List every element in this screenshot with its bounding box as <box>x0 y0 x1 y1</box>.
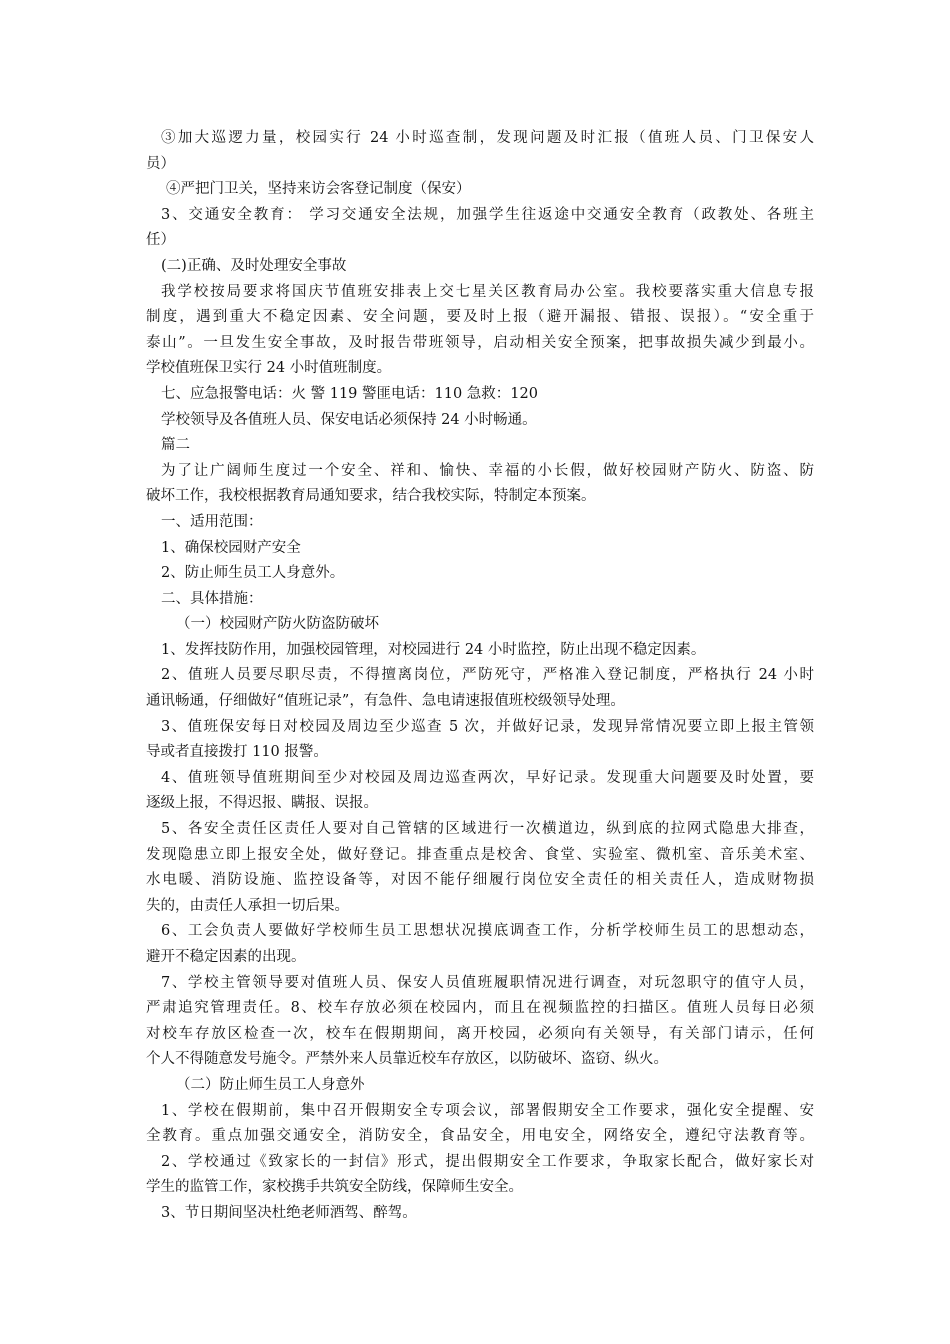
text-line: 2、值班人员要尽职尽责，不得擅离岗位，严防死守，严格准入登记制度，严格执行 24 小时 <box>161 667 814 684</box>
text-line: 个人不得随意发号施令。严禁外来人员靠近校车存放区，以防破坏、盗窃、纵火。 <box>146 1051 668 1068</box>
text-line: 二、具体措施： <box>161 590 263 607</box>
text-line: 七、应急报警电话：火 警 119 警匪电话：110 急救：120 <box>161 385 538 402</box>
text-line: 对校车存放区检查一次，校车在假期期间，离开校园，必须向有关领导，有关部门请示，任何 <box>146 1025 814 1042</box>
text-line: 我学校按局要求将国庆节值班安排表上交七星关区教育局办公室。我校要落实重大信息专报 <box>161 283 814 300</box>
text-line: 学生的监管工作，家校携手共筑安全防线，保障师生安全。 <box>146 1179 523 1196</box>
text-line: 篇二 <box>161 437 190 454</box>
text-line: 导或者直接拨打 110 报警。 <box>146 744 328 761</box>
text-line: （一）校园财产防火防盗防破坏 <box>176 616 379 633</box>
text-line: 1、学校在假期前，集中召开假期安全专项会议，部署假期安全工作要求，强化安全提醒、安 <box>161 1102 814 1119</box>
text-line: 1、发挥技防作用，加强校园管理，对校园进行 24 小时监控，防止出现不稳定因素。 <box>161 641 706 658</box>
text-line: 避开不稳定因素的出现。 <box>146 949 306 965</box>
text-line: 泰山”。一旦发生安全事故，及时报告带班领导，启动相关安全预案，把事故损失减少到最小。 <box>146 334 814 351</box>
text-line: 1、确保校园财产安全 <box>161 539 301 556</box>
text-line: 逐级上报，不得迟报、瞒报、误报。 <box>146 795 378 812</box>
text-line: （二）防止师生员工人身意外 <box>176 1076 365 1093</box>
text-line: 失的，由责任人承担一切后果。 <box>146 897 349 914</box>
text-line: 制度，遇到重大不稳定因素、安全问题，要及时上报（避开漏报、错报、误报）。“安全重于 <box>146 309 814 326</box>
text-line: 4、值班领导值班期间至少对校园及周边巡查两次，早好记录。发现重大问题要及时处置，要 <box>161 769 814 786</box>
text-line: 学校领导及各值班人员、保安电话必须保持 24 小时畅通。 <box>161 411 537 428</box>
text-line: 2、学校通过《致家长的一封信》形式，提出假期安全工作要求，争取家长配合，做好家长对 <box>161 1153 814 1170</box>
text-line: 通讯畅通，仔细做好“值班记录”，有急件、急电请速报值班校级领导处理。 <box>146 693 625 710</box>
text-line: 发现隐患立即上报安全处，做好登记。排查重点是校舍、食堂、实验室、微机室、音乐美术室、 <box>146 846 814 863</box>
text-line: ④严把门卫关，坚持来访会客登记制度（保安） <box>166 181 471 198</box>
text-line: 3、值班保安每日对校园及周边至少巡查 5 次，并做好记录，发现异常情况要立即上报主管领 <box>161 718 814 735</box>
text-line: 3、交通安全教育： 学习交通安全法规，加强学生往返途中交通安全教育（政教处、各班主 <box>161 206 814 223</box>
text-line: 6、工会负责人要做好学校师生员工思想状况摸底调查工作，分析学校师生员工的思想动态， <box>161 923 814 940</box>
text-line: 为了让广阔师生度过一个安全、祥和、愉快、幸福的小长假，做好校园财产防火、防盗、防 <box>161 462 814 479</box>
text-line: 学校值班保卫实行 24 小时值班制度。 <box>146 360 392 377</box>
text-line: 7、学校主管领导要对值班人员、保安人员值班履职情况进行调查，对玩忽职守的值守人员， <box>161 974 814 991</box>
text-line: 水电暖、消防设施、监控设备等，对因不能仔细履行岗位安全责任的相关责任人，造成财物损 <box>146 872 814 889</box>
text-line: 员） <box>146 155 175 172</box>
text-line: 全教育。重点加强交通安全，消防安全，食品安全，用电安全，网络安全，遵纪守法教育等。 <box>146 1128 814 1145</box>
text-line: ③加大巡逻力量，校园实行 24 小时巡查制，发现问题及时汇报（值班人员、门卫保安人 <box>161 130 814 146</box>
text-line: 严肃追究管理责任。8、校车存放必须在校园内，而且在视频监控的扫描区。值班人员每日必须 <box>146 1000 814 1017</box>
text-line: 破坏工作，我校根据教育局通知要求，结合我校实际，特制定本预案。 <box>146 488 596 505</box>
text-line: 一、适用范围： <box>161 513 263 530</box>
text-line: 2、防止师生员工人身意外。 <box>161 565 345 582</box>
text-line: (二)正确、及时处理安全事故 <box>161 257 347 274</box>
document-body <box>146 126 814 1227</box>
text-line: 任） <box>146 232 175 249</box>
text-line: 3、节日期间坚决杜绝老师酒驾、醉驾。 <box>161 1204 417 1221</box>
text-line: 5、各安全责任区责任人要对自己管辖的区域进行一次横道边，纵到底的拉网式隐患大排查， <box>161 821 814 838</box>
